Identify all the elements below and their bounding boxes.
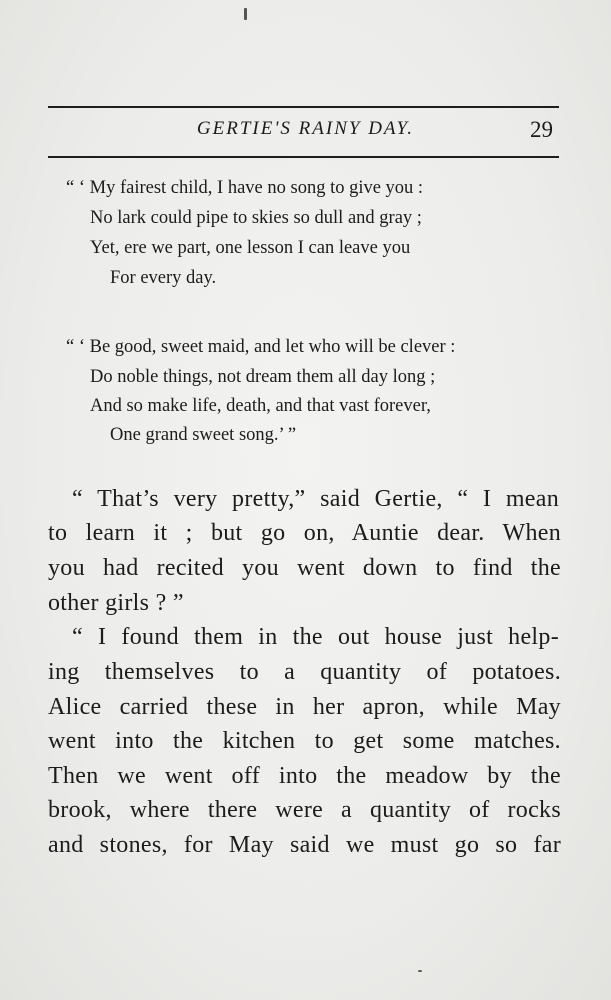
verse-line: For every day. [110,268,217,288]
prose-line: went into the kitchen to get some matches. [48,728,561,754]
ink-speck-bottom [418,970,422,972]
prose-line: Alice carried these in her apron, while May [48,694,561,720]
header-rule-top [48,106,559,108]
prose-line: “ I found them in the out house just help- [72,624,559,650]
verse-line: No lark could pipe to skies so dull and gray ; [90,208,422,228]
prose-line: brook, where there were a quantity of rocks [48,797,561,823]
prose-line: other girls ? ” [48,590,184,616]
prose-line: and stones, for May said we must go so far [48,832,561,858]
verse-line: One grand sweet song.’ ” [110,425,297,445]
running-header-title: GERTIE'S RAINY DAY. [196,118,415,139]
page-number: 29 [530,117,553,142]
verse-line: “ ‘ My fairest child, I have no song to give you : [66,178,424,198]
prose-line: you had recited you went down to find the [48,555,561,581]
verse-line: Yet, ere we part, one lesson I can leave you [90,238,411,258]
prose-line: ing themselves to a quantity of potatoes. [48,659,561,685]
prose-line: Then we went off into the meadow by the [48,763,561,789]
header-rule-bottom [48,156,559,158]
prose-line: to learn it ; but go on, Auntie dear. When [48,520,561,546]
prose-line: “ That’s very pretty,” said Gertie, “ I mean [72,486,559,512]
ink-speck-top [244,8,247,20]
verse-line: Do noble things, not dream them all day long ; [90,367,436,387]
verse-line: “ ‘ Be good, sweet maid, and let who will be clever : [66,337,456,357]
verse-line: And so make life, death, and that vast forever, [90,396,431,416]
